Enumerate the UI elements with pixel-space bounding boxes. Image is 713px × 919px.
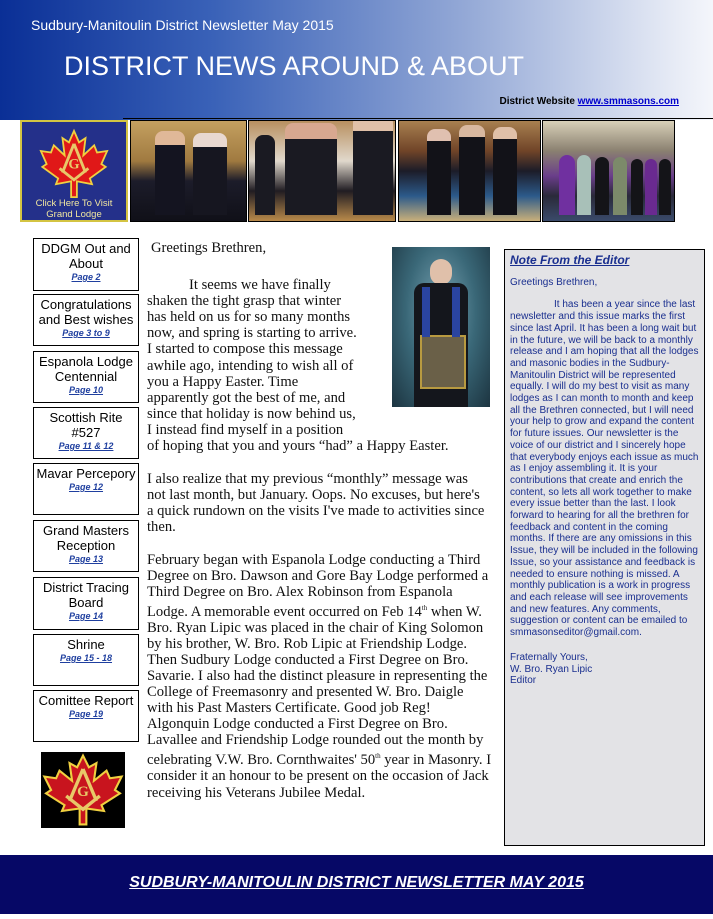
sidebar-item[interactable] [33, 520, 139, 572]
sidebar-item-title: Grand Masters Reception [43, 523, 129, 553]
sidebar-item-page-link[interactable]: Page 14 [68, 611, 104, 621]
sidebar-item[interactable] [33, 463, 139, 515]
sidebar-item-title: Shrine [67, 637, 105, 652]
masonic-maple-leaf-logo [41, 752, 125, 828]
message-line: of hoping that you and yours “had” a Happy Easter. [147, 438, 449, 455]
message-line: It seems we have finally [189, 277, 331, 294]
message-line: shaken the tight grasp that winter [147, 293, 342, 310]
message-paragraph-2: I also realize that my previous “monthly” message was not last month, but January. Oops. No excuses, but here's a quick rundown on the visits I've made to activities since then. [147, 471, 485, 536]
message-line: since that holiday is now behind us, [147, 405, 356, 422]
website-label: District Website [499, 96, 578, 107]
svg-text:G: G [77, 783, 89, 800]
editor-heading: Note From the Editor [510, 253, 630, 267]
paragraph-3-part-b: when W. Bro. Ryan Lipic was placed in the chair of King Solomon by his brother, W. Bro. Rob Lipic at Friendship Lodge. Then Sudbury Lodge conducted a First Degree on Bro. Savarie. I also had the distinct pleasure in representing the College of Freemasonry and presented W. Bro. Daigle with his Past Masters Certificate. Good job Reg! Algonquin Lodge conducted a First Degree on Bro. Lavallee and Friendship Lodge rounded out the month by celebrating V.W. Bro. Cornthwaites' 50 [147, 603, 488, 769]
sidebar-item-page-link[interactable]: Page 10 [68, 385, 104, 395]
message-paragraph-3 [147, 552, 492, 801]
newsletter-subtitle: Sudbury-Manitoulin District Newsletter May 2015 [31, 17, 334, 33]
sidebar-item-title: Espanola Lodge Centennial [39, 354, 133, 384]
caption-line-1: Click Here To Visit [35, 198, 113, 209]
superscript: th [375, 752, 381, 761]
newsletter-header [0, 0, 713, 120]
sidebar-item-title: DDGM Out and About [41, 241, 131, 271]
sidebar-item[interactable] [33, 238, 139, 291]
signoff-line-1: Fraternally Yours, [510, 651, 588, 663]
sidebar-item[interactable] [33, 294, 139, 346]
message-line: I instead find myself in a position [147, 421, 344, 438]
svg-text:G: G [68, 156, 80, 173]
header-divider [123, 118, 713, 119]
editor-body: It has been a year since the last newsletter and this issue marks the first since last April. It has been a long wait but in the future, we will be back to a monthly release and I am hoping that all the lodges and masonic bodies in the Sudbury-Manitoulin District will be represented equally. I will do my best to visit as many lodges as I can month to month and keep all the Brethren connected, but I will need your help to grow and expand the content for future issues. Our newsletter is the voice of our district and I sincerely hope that everybody enjoys each issue as much as I enjoy assembling it. It is your contributions that create and enrich the content, so lets all work together to make every issue better than the last. I look forward to hearing for all the brethren for feedback and content in the coming months. If there are any omissions in this Issue, they will be included in the following Issue, so your assistance and feedback is needed to ensure nothing is missed. A monthly publication is a work in progress and each release will see improvements and new features. Any comments, suggestion or content can be emailed to smmasonseditor@gmail.com. [510, 299, 699, 639]
sidebar-item-page-link[interactable]: Page 12 [68, 482, 104, 492]
sidebar-item-page-link[interactable]: Page 13 [68, 554, 104, 564]
message-line: apparently got the best of me, and [147, 389, 346, 406]
caption-line-2: Grand Lodge [46, 209, 102, 220]
sidebar-item-title: District Tracing Board [43, 580, 129, 610]
sidebar-item-page-link[interactable]: Page 11 & 12 [58, 441, 114, 451]
sidebar-item-title: Mavar Percepory [36, 466, 136, 481]
sidebar-item-title: Comittee Report [38, 693, 134, 708]
sidebar-item-page-link[interactable]: Page 19 [68, 709, 104, 719]
grand-lodge-link[interactable] [20, 120, 128, 222]
photo-group [542, 120, 675, 222]
superscript: th [421, 603, 428, 612]
paragraph-3-part-c: year in Masonry. I consider it an honour to be present on the occasion of Jack receiving his Veterans Jubilee Medal. [147, 752, 492, 801]
sidebar-item-title: Scottish Rite #527 [49, 410, 123, 440]
website-link[interactable]: www.smmasons.com [577, 96, 679, 107]
sidebar-item[interactable] [33, 634, 139, 686]
district-website [500, 96, 680, 107]
message-greeting: Greetings Brethren, [151, 240, 267, 256]
sidebar-item-page-link[interactable]: Page 2 [71, 272, 101, 282]
sidebar-item[interactable] [33, 407, 139, 459]
sidebar-item-page-link[interactable]: Page 3 to 9 [62, 328, 110, 338]
photo-handshake [248, 120, 396, 222]
photo-strip [20, 120, 675, 223]
signoff-line-2: W. Bro. Ryan Lipic [510, 663, 593, 675]
grand-lodge-caption [22, 198, 126, 220]
message-line: you a Happy Easter. Time [147, 373, 299, 390]
message-line: now, and spring is starting to arrive. [147, 325, 357, 342]
newsletter-footer [0, 855, 713, 914]
photo-two-brethren [130, 120, 247, 222]
sidebar-item[interactable] [33, 351, 139, 403]
signoff-line-3: Editor [510, 675, 537, 687]
footer-title: SUDBURY-MANITOULIN DISTRICT NEWSLETTER MAY 2015 [129, 874, 584, 891]
message-line: awhile ago, intending to wish all of [147, 357, 354, 374]
ddgm-portrait-photo [392, 247, 490, 407]
message-line: I started to compose this message [147, 341, 343, 358]
editor-signoff [510, 652, 700, 687]
sidebar-item-page-link[interactable]: Page 15 - 18 [59, 653, 113, 663]
photo-three-masons [398, 120, 541, 222]
paragraph-3-part-a: February began with Espanola Lodge conducting a Third Degree on Bro. Dawson and Gore Bay Lodge performed a Third Degree on Bro. Alex Robinson from Espanola Lodge. A memorable event occurred on Feb 14 [147, 551, 489, 620]
sidebar-item[interactable] [33, 577, 139, 630]
sidebar-item-title: Congratulations and Best wishes [38, 297, 134, 327]
page-title: DISTRICT NEWS AROUND & ABOUT [64, 51, 525, 81]
message-line: has held on us for so many months [147, 309, 351, 326]
editor-greeting: Greetings Brethren, [510, 276, 598, 288]
masonic-maple-leaf-icon [36, 128, 112, 200]
sidebar-item[interactable] [33, 690, 139, 742]
editor-note-panel [504, 249, 705, 846]
